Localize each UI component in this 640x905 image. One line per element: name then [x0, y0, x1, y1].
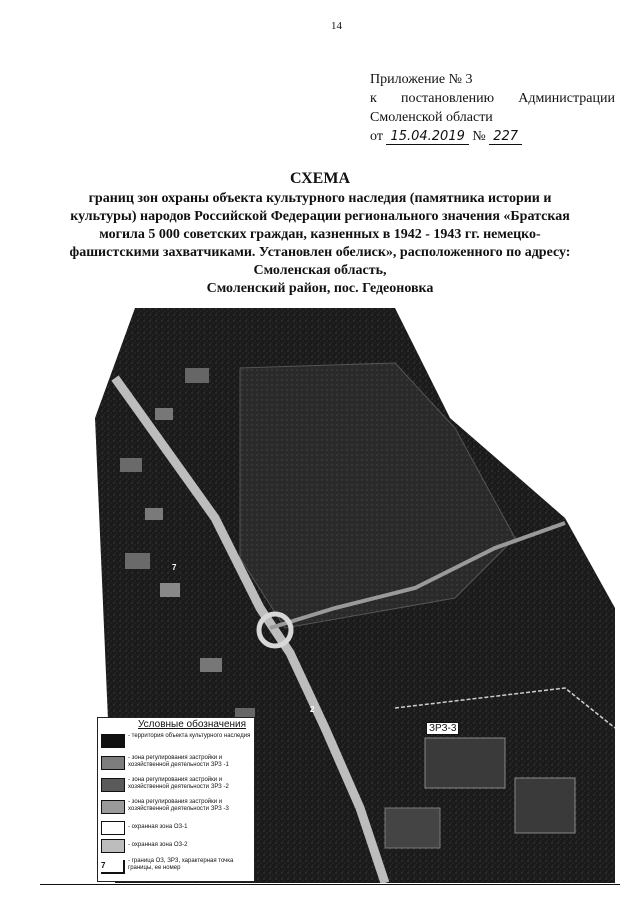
- legend-symbol: [101, 778, 125, 792]
- building: [185, 368, 209, 383]
- legend-symbol: [101, 800, 125, 814]
- title-heading: СХЕМА: [289, 170, 351, 187]
- building: [145, 508, 163, 520]
- bottom-rule: [40, 884, 620, 885]
- from-label: от: [370, 129, 383, 144]
- appendix-to: к: [370, 91, 377, 106]
- page-number: 14: [331, 20, 342, 32]
- legend-symbol: [101, 821, 125, 835]
- appendix-resolution-line: [370, 89, 615, 108]
- legend-text: - охранная зона ОЗ-1: [128, 824, 188, 830]
- number-label: №: [472, 129, 486, 144]
- resolution-date: 15.04.2019: [386, 129, 468, 145]
- building: [385, 808, 440, 848]
- legend-text: - охранная зона ОЗ-2: [128, 842, 188, 848]
- legend-symbol: [101, 756, 125, 770]
- appendix-date-line: [370, 127, 615, 146]
- title-line-6: Смоленский район, пос. Гедеоновка: [206, 281, 434, 296]
- zone-label-zrz3: ЗРЗ-3: [426, 722, 459, 735]
- legend-text: - зона регулирования застройки и хозяйственной деятельности ЗРЗ -3: [128, 799, 229, 812]
- legend-text: - граница ОЗ, ЗРЗ, характерная точка границы, ее номер: [128, 858, 234, 871]
- appendix-header: [370, 70, 615, 146]
- building: [120, 458, 142, 472]
- appendix-title: Приложение № 3: [370, 72, 473, 87]
- title-line-3: могила 5 000 советских граждан, казненных в 1942 - 1943 гг. немецко-: [99, 227, 541, 242]
- resolution-number: 227: [489, 129, 522, 145]
- building: [200, 658, 222, 672]
- title-line-5: Смоленская область,: [253, 263, 387, 278]
- title-line-1: границ зон охраны объекта культурного наследия (памятника истории и: [88, 191, 552, 206]
- legend-symbol: [101, 734, 125, 748]
- document-title: [40, 170, 600, 298]
- legend-text: - зона регулирования застройки и хозяйственной деятельности ЗРЗ -2: [128, 777, 229, 790]
- legend-title: Условные обозначения: [138, 719, 247, 730]
- map-point-label: 2: [310, 705, 315, 714]
- appendix-administration: Администрации: [518, 91, 615, 106]
- building: [515, 778, 575, 833]
- title-line-2: культуры) народов Российской Федерации регионального значения «Братская: [70, 209, 570, 224]
- building: [125, 553, 150, 569]
- title-line-4: фашистскими захватчиками. Установлен обелиск», расположенного по адресу:: [69, 245, 571, 260]
- map-point-label: 7: [172, 563, 177, 572]
- appendix-region: Смоленской области: [370, 110, 493, 125]
- appendix-resolution: постановлению: [400, 91, 495, 106]
- building: [425, 738, 505, 788]
- map-legend: [97, 717, 255, 882]
- building: [160, 583, 180, 597]
- legend-text: - зона регулирования застройки и хозяйственной деятельности ЗРЗ -1: [128, 755, 229, 768]
- legend-symbol: [101, 839, 125, 853]
- legend-boundary-symbol: 7: [101, 860, 125, 874]
- building: [155, 408, 173, 420]
- legend-text: - территория объекта культурного наследия: [128, 733, 251, 739]
